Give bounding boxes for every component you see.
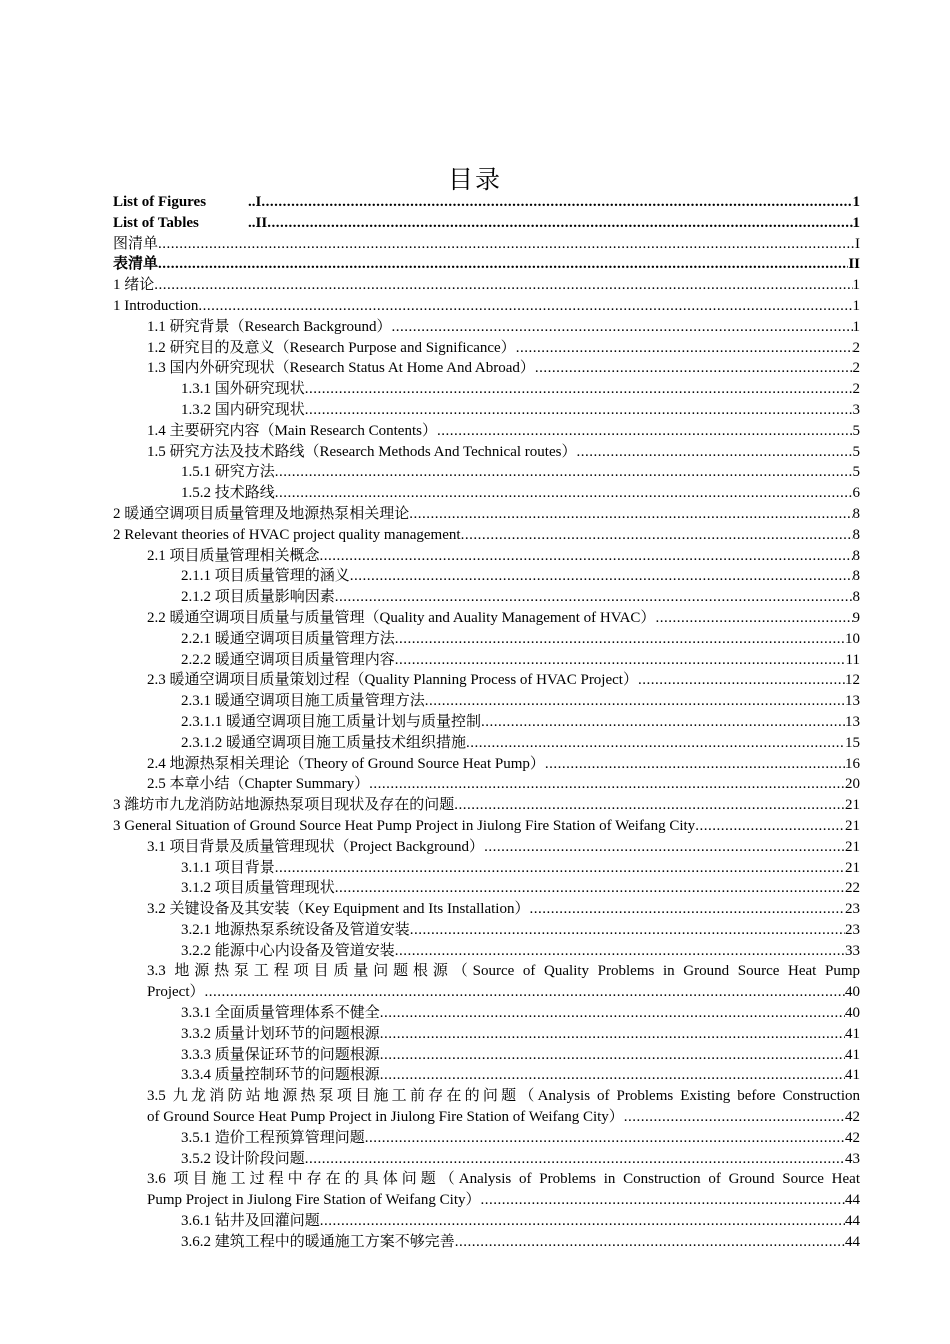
toc-page-number: 8 bbox=[852, 589, 860, 606]
dot-leader bbox=[305, 379, 853, 400]
toc-page-number: 1 bbox=[852, 318, 860, 335]
toc-page-number: I bbox=[855, 235, 860, 252]
toc-entry-text: 3.5 九龙消防站地源热泵项目施工前存在的问题（Analysis of Problems Existing before Construction bbox=[147, 1088, 860, 1105]
toc-entry-text: 1 Introduction bbox=[113, 297, 199, 314]
toc-page-number: 23 bbox=[845, 901, 860, 918]
toc-entry-text: 3 潍坊市九龙消防站地源热泵项目现状及存在的问题 bbox=[113, 797, 455, 814]
toc-entry[interactable] bbox=[113, 961, 860, 1003]
dot-leader bbox=[305, 1149, 845, 1170]
toc-entry[interactable] bbox=[113, 795, 860, 816]
toc-page-number: 44 bbox=[845, 1233, 860, 1250]
toc-entry[interactable] bbox=[113, 1232, 860, 1253]
dot-leader bbox=[305, 400, 853, 421]
toc-entry[interactable] bbox=[113, 1003, 860, 1024]
dot-leader bbox=[481, 1190, 845, 1211]
toc-entry[interactable] bbox=[113, 275, 860, 296]
toc-page-number: 9 bbox=[852, 609, 860, 626]
toc-entry-text: 2.2.1 暖通空调项目质量管理方法 bbox=[181, 630, 395, 647]
table-of-contents bbox=[113, 192, 860, 1253]
dot-leader bbox=[695, 816, 845, 837]
dot-leader bbox=[158, 234, 855, 255]
toc-entry-text: 1.3 国内外研究现状（Research Status At Home And Abroad） bbox=[147, 360, 535, 377]
dot-leader bbox=[380, 1065, 845, 1086]
dot-leader bbox=[395, 941, 845, 962]
toc-entry-text: 2.2 暖通空调项目质量与质量管理（Quality and Auality Management of HVAC） bbox=[147, 609, 656, 626]
dot-leader bbox=[624, 1107, 845, 1128]
dot-leader bbox=[365, 1128, 845, 1149]
dot-leader bbox=[369, 774, 845, 795]
toc-entry[interactable] bbox=[113, 1149, 860, 1170]
toc-entry-text-cont: Pump Project in Jiulong Fire Station of Weifang City） bbox=[147, 1192, 481, 1209]
dot-leader bbox=[335, 587, 853, 608]
dot-leader bbox=[395, 650, 846, 671]
toc-entry-text: 2.2.2 暖通空调项目质量管理内容 bbox=[181, 651, 395, 668]
toc-entry-text: 3.2 关键设备及其安装（Key Equipment and Its Installation） bbox=[147, 901, 530, 918]
dot-leader bbox=[275, 858, 845, 879]
toc-entry-text: 3.3.2 质量计划环节的问题根源 bbox=[181, 1025, 380, 1042]
toc-entry[interactable] bbox=[113, 878, 860, 899]
toc-entry[interactable] bbox=[113, 774, 860, 795]
toc-entry[interactable] bbox=[113, 213, 860, 234]
dot-leader bbox=[275, 462, 853, 483]
toc-entry-text: 2.3 暖通空调项目质量策划过程（Quality Planning Process of HVAC Project） bbox=[147, 672, 638, 689]
toc-page-number: 10 bbox=[845, 630, 860, 647]
toc-page-number: 15 bbox=[845, 734, 860, 751]
toc-entry[interactable] bbox=[113, 754, 860, 775]
toc-page-number: 40 bbox=[845, 984, 860, 1001]
toc-entry-continuation bbox=[147, 1190, 860, 1211]
toc-entry[interactable] bbox=[113, 1045, 860, 1066]
toc-page-number: 8 bbox=[852, 568, 860, 585]
toc-entry-text: 2.1.2 项目质量影响因素 bbox=[181, 589, 335, 606]
toc-entry-text: 1.1 研究背景（Research Background） bbox=[147, 318, 392, 335]
dot-leader bbox=[516, 338, 853, 359]
dot-leader bbox=[425, 691, 845, 712]
toc-page-number: 16 bbox=[845, 755, 860, 772]
toc-page-number: 42 bbox=[845, 1109, 860, 1126]
toc-entry-text: 1.3.1 国外研究现状 bbox=[181, 381, 305, 398]
dot-leader bbox=[267, 213, 852, 234]
toc-entry-text-cont: of Ground Source Heat Pump Project in Jiulong Fire Station of Weifang City） bbox=[147, 1109, 624, 1126]
toc-entry-text: 2.3.1.1 暖通空调项目施工质量计划与质量控制 bbox=[181, 713, 482, 730]
toc-page-number: 8 bbox=[852, 505, 860, 522]
toc-entry[interactable] bbox=[113, 629, 860, 650]
toc-entry-text: 2.3.1.2 暖通空调项目施工质量技术组织措施 bbox=[181, 734, 467, 751]
dot-leader bbox=[409, 504, 852, 525]
toc-page-number: 5 bbox=[852, 443, 860, 460]
toc-entry[interactable] bbox=[113, 338, 860, 359]
toc-entry-text: 3.6.1 钻井及回灌问题 bbox=[181, 1213, 320, 1230]
toc-entry-continuation bbox=[147, 1107, 860, 1128]
toc-page-number: 20 bbox=[845, 776, 860, 793]
toc-page-number: 22 bbox=[845, 880, 860, 897]
dot-leader bbox=[380, 1024, 845, 1045]
toc-entry-text: 3 General Situation of Ground Source Heat Pump Project in Jiulong Fire Station of Weifang City bbox=[113, 817, 696, 834]
dot-leader bbox=[320, 1211, 845, 1232]
toc-entry-text: 2.5 本章小结（Chapter Summary） bbox=[147, 776, 370, 793]
toc-entry-marker: ..I bbox=[248, 194, 262, 210]
toc-page-number: 44 bbox=[845, 1192, 860, 1209]
dot-leader bbox=[461, 525, 853, 546]
toc-entry[interactable] bbox=[113, 1086, 860, 1128]
toc-page-number: 3 bbox=[852, 401, 860, 418]
toc-entry-text: 3.1.2 项目质量管理现状 bbox=[181, 880, 335, 897]
toc-entry-text: 表清单 bbox=[113, 256, 159, 273]
dot-leader bbox=[380, 1045, 845, 1066]
toc-page-number: 21 bbox=[845, 859, 860, 876]
toc-page-number: 43 bbox=[845, 1150, 860, 1167]
toc-entry-text: 3.1 项目背景及质量管理现状（Project Background） bbox=[147, 838, 485, 855]
dot-leader bbox=[205, 982, 846, 1003]
toc-page-number: 13 bbox=[845, 693, 860, 710]
toc-page-number: 2 bbox=[852, 360, 860, 377]
toc-entry[interactable] bbox=[113, 483, 860, 504]
dot-leader bbox=[275, 483, 853, 504]
toc-page-number: 8 bbox=[852, 526, 860, 543]
toc-entry[interactable] bbox=[113, 899, 860, 920]
toc-page-number: 5 bbox=[852, 422, 860, 439]
dot-leader bbox=[410, 920, 845, 941]
toc-entry[interactable] bbox=[113, 234, 860, 255]
toc-page-number: 23 bbox=[845, 921, 860, 938]
dot-leader bbox=[261, 192, 852, 213]
toc-page-number: 1 bbox=[852, 277, 860, 294]
toc-page-number: 41 bbox=[845, 1067, 860, 1084]
dot-leader bbox=[481, 712, 845, 733]
toc-entry[interactable] bbox=[113, 712, 860, 733]
toc-page-number: 21 bbox=[845, 817, 860, 834]
toc-page-number: 11 bbox=[845, 651, 860, 668]
dot-leader bbox=[576, 442, 852, 463]
dot-leader bbox=[154, 275, 852, 296]
toc-entry-text: 2.1.1 项目质量管理的涵义 bbox=[181, 568, 350, 585]
dot-leader bbox=[350, 566, 853, 587]
toc-entry[interactable] bbox=[113, 546, 860, 567]
toc-entry[interactable] bbox=[113, 858, 860, 879]
toc-entry[interactable] bbox=[113, 1169, 860, 1211]
toc-entry[interactable] bbox=[113, 442, 860, 463]
toc-page-number: 8 bbox=[852, 547, 860, 564]
toc-entry-text: 2.4 地源热泵相关理论（Theory of Ground Source Heat Pump） bbox=[147, 755, 545, 772]
dot-leader bbox=[455, 1232, 845, 1253]
toc-entry-text: 3.6.2 建筑工程中的暖通施工方案不够完善 bbox=[181, 1233, 455, 1250]
toc-entry[interactable] bbox=[113, 816, 860, 837]
toc-entry-text: 1.2 研究目的及意义（Research Purpose and Significance） bbox=[147, 339, 516, 356]
toc-entry[interactable] bbox=[113, 587, 860, 608]
toc-entry[interactable] bbox=[113, 400, 860, 421]
toc-page-number: 42 bbox=[845, 1129, 860, 1146]
toc-entry-text: 3.3.3 质量保证环节的问题根源 bbox=[181, 1046, 380, 1063]
toc-entry[interactable] bbox=[113, 1211, 860, 1232]
toc-entry[interactable] bbox=[113, 566, 860, 587]
toc-page-number: 13 bbox=[845, 713, 860, 730]
toc-page-number: 33 bbox=[845, 942, 860, 959]
toc-entry[interactable] bbox=[113, 837, 860, 858]
toc-entry-text: 图清单 bbox=[113, 235, 159, 252]
toc-entry-text: 3.2.1 地源热泵系统设备及管道安装 bbox=[181, 921, 410, 938]
toc-entry-text: 3.3.4 质量控制环节的问题根源 bbox=[181, 1067, 380, 1084]
dot-leader bbox=[392, 317, 853, 338]
toc-entry-text: 1.3.2 国内研究现状 bbox=[181, 401, 305, 418]
dot-leader bbox=[466, 733, 845, 754]
toc-page-number: 12 bbox=[845, 672, 860, 689]
toc-entry-text: 2 暖通空调项目质量管理及地源热泵相关理论 bbox=[113, 505, 410, 522]
toc-entry[interactable] bbox=[113, 504, 860, 525]
toc-entry-text-cont: Project） bbox=[147, 984, 205, 1001]
toc-entry-text: 3.3.1 全面质量管理体系不健全 bbox=[181, 1005, 380, 1022]
toc-page-number: 1 bbox=[852, 214, 860, 231]
toc-page-number: 5 bbox=[852, 464, 860, 481]
toc-entry[interactable] bbox=[113, 1065, 860, 1086]
dot-leader bbox=[545, 754, 845, 775]
dot-leader bbox=[638, 670, 845, 691]
toc-page-number: II bbox=[848, 256, 860, 273]
toc-entry[interactable] bbox=[113, 296, 860, 317]
dot-leader bbox=[198, 296, 852, 317]
dot-leader bbox=[484, 837, 845, 858]
toc-entry-text: 3.1.1 项目背景 bbox=[181, 859, 275, 876]
toc-entry[interactable] bbox=[113, 192, 860, 213]
toc-entry[interactable] bbox=[113, 691, 860, 712]
toc-entry-marker: ..II bbox=[248, 214, 268, 231]
toc-page-number: 41 bbox=[845, 1025, 860, 1042]
toc-page-number: 1 bbox=[852, 297, 860, 314]
toc-entry-text: 2.1 项目质量管理相关概念 bbox=[147, 547, 320, 564]
toc-entry-text: 1.5 研究方法及技术路线（Research Methods And Technical routes） bbox=[147, 443, 577, 460]
toc-entry[interactable] bbox=[113, 317, 860, 338]
dot-leader bbox=[335, 878, 845, 899]
dot-leader bbox=[529, 899, 845, 920]
toc-entry-text: 1.5.1 研究方法 bbox=[181, 464, 275, 481]
toc-entry[interactable] bbox=[113, 462, 860, 483]
toc-entry-text: 1.4 主要研究内容（Main Research Contents） bbox=[147, 422, 437, 439]
dot-leader bbox=[158, 254, 848, 275]
toc-entry-text: 3.2.2 能源中心内设备及管道安装 bbox=[181, 942, 395, 959]
toc-page-number: 41 bbox=[845, 1046, 860, 1063]
toc-entry[interactable] bbox=[113, 650, 860, 671]
toc-entry[interactable] bbox=[113, 525, 860, 546]
toc-entry[interactable] bbox=[113, 733, 860, 754]
toc-title: 目录 bbox=[447, 167, 502, 194]
toc-page-number: 2 bbox=[852, 381, 860, 398]
toc-entry[interactable] bbox=[113, 254, 860, 275]
toc-page-number: 40 bbox=[845, 1005, 860, 1022]
dot-leader bbox=[454, 795, 845, 816]
dot-leader bbox=[320, 546, 853, 567]
toc-entry-text: 3.6 项目施工过程中存在的具体问题（Analysis of Problems in Construction of Ground Source Heat bbox=[147, 1171, 860, 1188]
toc-entry[interactable] bbox=[113, 421, 860, 442]
dot-leader bbox=[535, 358, 853, 379]
toc-entry-text: 3.5.2 设计阶段问题 bbox=[181, 1150, 305, 1167]
toc-entry-text: 2.3.1 暖通空调项目施工质量管理方法 bbox=[181, 693, 425, 710]
toc-entry-continuation bbox=[147, 982, 860, 1003]
toc-entry-text: 1.5.2 技术路线 bbox=[181, 485, 275, 502]
toc-entry[interactable] bbox=[113, 358, 860, 379]
toc-entry[interactable] bbox=[113, 670, 860, 691]
toc-entry[interactable] bbox=[113, 379, 860, 400]
toc-entry[interactable] bbox=[113, 920, 860, 941]
dot-leader bbox=[395, 629, 845, 650]
toc-page-number: 21 bbox=[845, 797, 860, 814]
toc-entry-text: 3.3 地源热泵工程项目质量问题根源（Source of Quality Problems in Ground Source Heat Pump bbox=[147, 963, 860, 980]
toc-page-number: 21 bbox=[845, 838, 860, 855]
toc-entry[interactable] bbox=[113, 1128, 860, 1149]
toc-entry-text: 2 Relevant theories of HVAC project quality management bbox=[113, 526, 461, 543]
toc-entry-text: List of Figures bbox=[113, 194, 207, 210]
toc-page-number: 2 bbox=[852, 339, 860, 356]
toc-entry[interactable] bbox=[113, 608, 860, 629]
dot-leader bbox=[380, 1003, 845, 1024]
dot-leader bbox=[655, 608, 852, 629]
toc-entry[interactable] bbox=[113, 1024, 860, 1045]
toc-page-number: 6 bbox=[852, 485, 860, 502]
toc-entry[interactable] bbox=[113, 941, 860, 962]
toc-entry-text: 1 绪论 bbox=[113, 277, 155, 294]
toc-page-number: 44 bbox=[845, 1213, 860, 1230]
dot-leader bbox=[437, 421, 853, 442]
toc-page-number: 1 bbox=[852, 194, 860, 210]
toc-entry-text: List of Tables bbox=[113, 214, 199, 231]
toc-entry-text: 3.5.1 造价工程预算管理问题 bbox=[181, 1129, 365, 1146]
